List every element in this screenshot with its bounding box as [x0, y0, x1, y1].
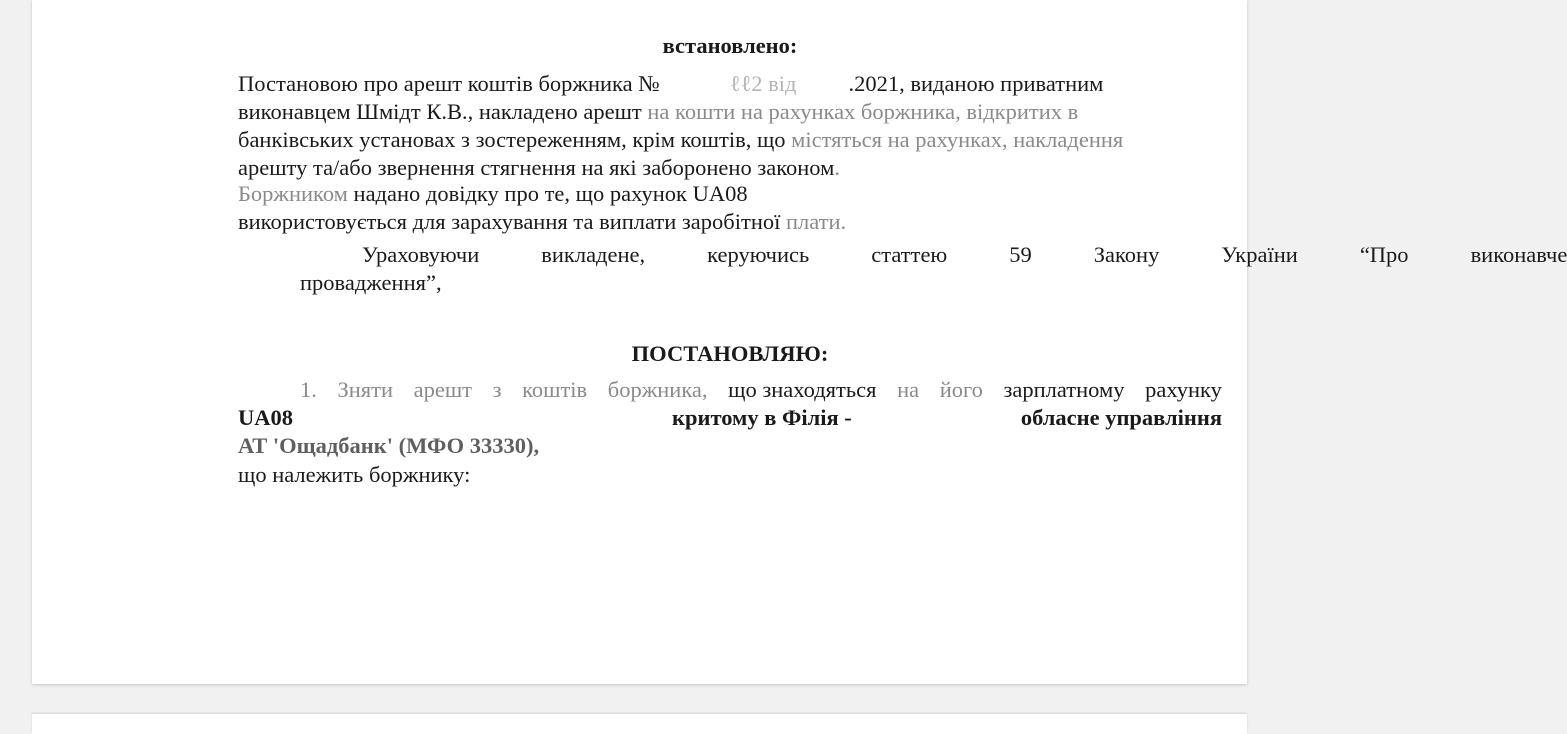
paragraph-line	[238, 180, 1222, 208]
paragraph-line	[238, 98, 1222, 126]
word: 59	[1009, 242, 1032, 267]
paragraph-line-justified	[238, 404, 1222, 432]
text-fragment: банківських установах з зостереженням, крім коштів, що	[238, 127, 792, 152]
word: на	[897, 377, 920, 402]
word: Ураховуючи	[362, 242, 480, 267]
section-heading-established: встановлено:	[662, 33, 798, 58]
word: з	[492, 377, 502, 402]
text-fragment-faded: на кошти на рахунках боржника, відкритих в	[647, 99, 1079, 124]
bank-name: АТ 'Ощадбанк' (МФО 33330),	[238, 433, 540, 458]
paragraph-line-justified	[238, 376, 1222, 404]
paragraph-line	[238, 70, 1222, 98]
text-fragment: обласне управління	[1020, 405, 1222, 430]
word: зарплатному	[1003, 377, 1125, 402]
paragraph-line	[238, 208, 1222, 236]
text-fragment: виконавцем Шмідт К.В., накладено арешт	[238, 99, 648, 124]
text-fragment: використовується для зарахування та виплати заробітної	[238, 209, 786, 234]
text-fragment: арешту та/або звернення стягнення на які заборонено законом	[238, 155, 835, 180]
redacted-area	[852, 408, 972, 428]
document-page	[32, 0, 1567, 684]
paragraph-lift-arrest	[238, 376, 1222, 460]
word: статтею	[871, 242, 948, 267]
paragraph-line	[238, 154, 1222, 182]
next-page-edge	[32, 714, 1247, 734]
redacted-area	[796, 74, 848, 94]
word: виконавче	[1470, 242, 1567, 267]
text-fragment: критому в Філія -	[672, 405, 852, 430]
word: 1.	[300, 377, 317, 402]
text-fragment-faded: .	[834, 155, 840, 180]
word: “Про	[1359, 242, 1409, 267]
text-fragment: UA08	[238, 405, 293, 430]
word: що знаходяться	[728, 377, 877, 402]
word: коштів	[522, 377, 588, 402]
paragraph-line-justified	[238, 241, 1567, 269]
word: Зняти	[337, 377, 394, 402]
word: рахунку	[1145, 377, 1222, 402]
paragraph-arrest-resolution	[238, 70, 1222, 182]
section-heading-resolve: ПОСТАНОВЛЯЮ:	[631, 341, 829, 366]
text-fragment: .2021, виданою приватним	[848, 71, 1104, 96]
word: керуючись	[707, 242, 810, 267]
text-fragment-group	[672, 404, 972, 432]
redacted-area	[293, 408, 623, 428]
text-fragment-faded: плати.	[786, 209, 847, 234]
paragraph-line: провадження”,	[300, 270, 442, 295]
text-fragment-faded: Боржником	[238, 181, 348, 206]
word: його	[939, 377, 983, 402]
text-fragment: Постановою про арешт коштів боржника №	[238, 71, 660, 96]
word: Закону	[1093, 242, 1160, 267]
text-fragment: надано довідку про те, що рахунок UA08	[347, 181, 748, 206]
account-number-prefix	[238, 404, 623, 432]
word: України	[1221, 242, 1298, 267]
paragraph-legal-basis	[238, 241, 1567, 297]
paragraph-line	[238, 432, 1222, 460]
text-fragment-faded: містяться на рахунках, накладення	[791, 127, 1124, 152]
paragraph-line	[238, 126, 1222, 154]
word: викладене,	[541, 242, 646, 267]
paragraph-salary-account-certificate	[238, 180, 1222, 236]
paragraph-belongs-to-debtor: що належить боржнику:	[238, 462, 471, 487]
text-fragment-faded: ℓℓ2 від	[729, 71, 797, 96]
word: арешт	[413, 377, 472, 402]
redacted-area	[660, 74, 730, 94]
word: боржника,	[607, 377, 708, 402]
